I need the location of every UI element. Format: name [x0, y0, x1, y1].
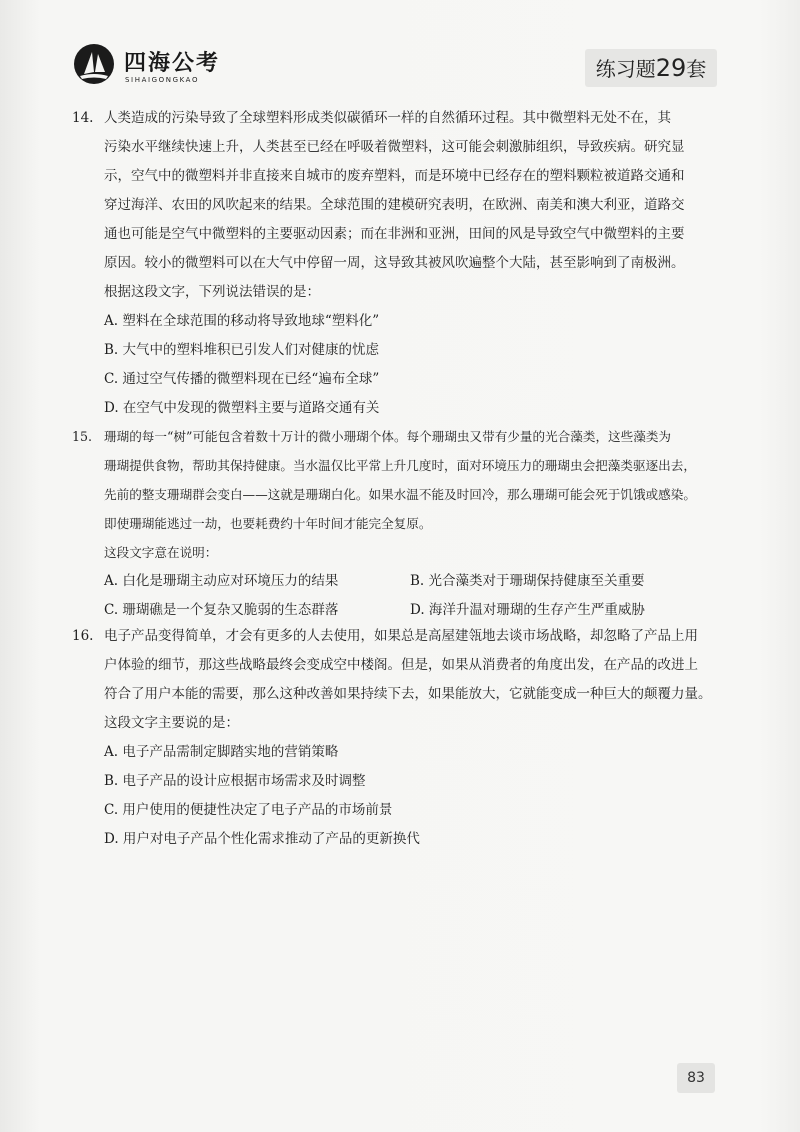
question-line: 户体验的细节，那这些战略最终会变成空中楼阁。但是，如果从消费者的角度出发，在产品的改进上 [104, 657, 698, 673]
question-line: 原因。较小的微塑料可以在大气中停留一周，这导致其被风吹遍整个大陆，甚至影响到了南极洲。 [104, 255, 685, 271]
brand-name: 四海公考 [124, 51, 221, 76]
option-d: D. 海洋升温对珊瑚的生存产生严重威胁 [410, 602, 645, 618]
question-prompt: 这段文字主要说的是： [104, 715, 239, 731]
question-line: 珊瑚提供食物，帮助其保持健康。当水温仅比平常上升几度时，面对环境压力的珊瑚虫会把藻类驱逐出去， [104, 458, 696, 473]
question-prompt: 这段文字意在说明： [104, 545, 218, 560]
practice-set-label: 练习题 [595, 57, 656, 81]
question-prompt: 根据这段文字，下列说法错误的是： [104, 284, 320, 300]
practice-set-suffix: 套 [686, 57, 707, 81]
question-line: 符合了用户本能的需要，那么这种改善如果持续下去，如果能放大，它就能变成一种巨大的颠覆力量。 [104, 686, 712, 702]
option-b: B. 大气中的塑料堆积已引发人们对健康的忧虑 [104, 342, 380, 358]
option-b: B. 光合藻类对于珊瑚保持健康至关重要 [410, 573, 645, 589]
question-number: 14. [72, 110, 94, 126]
question-14 [72, 104, 732, 423]
option-row [72, 567, 732, 596]
question-line [72, 104, 732, 133]
option-d: D. 在空气中发现的微塑料主要与道路交通有关 [104, 400, 380, 416]
question-line: 通也可能是空气中微塑料的主要驱动因素；而在非洲和亚洲，田间的风是导致空气中微塑料的主要 [104, 226, 685, 242]
question-text: 珊瑚的每一“树”可能包含着数十万计的微小珊瑚个体。每个珊瑚虫又带有少量的光合藻类，这些藻类为 [104, 429, 672, 444]
option-a: A. 电子产品需制定脚踏实地的营销策略 [104, 744, 339, 760]
question-line: 污染水平继续快速上升，人类甚至已经在呼吸着微塑料，这可能会刺激肺组织，导致疾病。研究显 [104, 139, 685, 155]
practice-set-badge [585, 49, 717, 87]
question-line [72, 622, 732, 651]
question-text: 人类造成的污染导致了全球塑料形成类似碳循环一样的自然循环过程。其中微塑料无处不在，其 [104, 110, 671, 126]
question-line [72, 422, 732, 451]
brand-logo [72, 40, 272, 90]
option-b: B. 电子产品的设计应根据市场需求及时调整 [104, 773, 366, 789]
page-number: 83 [677, 1063, 715, 1093]
option-a: A. 塑料在全球范围的移动将导致地球“塑料化” [104, 313, 380, 329]
option-d: D. 用户对电子产品个性化需求推动了产品的更新换代 [104, 831, 420, 847]
brand-pinyin: SIHAIGONGKAO [125, 76, 200, 84]
question-line: 示，空气中的微塑料并非直接来自城市的废弃塑料，而是环境中已经存在的塑料颗粒被道路交通和 [104, 168, 685, 184]
question-15 [72, 422, 732, 625]
option-c: C. 珊瑚礁是一个复杂又脆弱的生态群落 [104, 602, 339, 618]
option-c: C. 用户使用的便捷性决定了电子产品的市场前景 [104, 802, 393, 818]
question-line: 穿过海洋、农田的风吹起来的结果。全球范围的建模研究表明，在欧洲、南美和澳大利亚，道路交 [104, 197, 685, 213]
question-line: 即使珊瑚能逃过一劫，也要耗费约十年时间才能完全复原。 [104, 516, 432, 531]
question-number: 15. [72, 429, 93, 444]
question-text: 电子产品变得简单，才会有更多的人去使用，如果总是高屋建瓴地去谈市场战略，却忽略了产品上用 [104, 628, 698, 644]
option-a: A. 白化是珊瑚主动应对环境压力的结果 [104, 573, 339, 589]
sailboat-logo-icon [72, 42, 116, 86]
question-line: 先前的整支珊瑚群会变白——这就是珊瑚白化。如果水温不能及时回冷，那么珊瑚可能会死于饥饿或感染。 [104, 487, 696, 502]
question-16 [72, 622, 732, 854]
option-c: C. 通过空气传播的微塑料现在已经“遍布全球” [104, 371, 380, 387]
option-row [72, 596, 732, 625]
question-number: 16. [72, 628, 94, 644]
practice-set-number: 29 [655, 54, 687, 82]
